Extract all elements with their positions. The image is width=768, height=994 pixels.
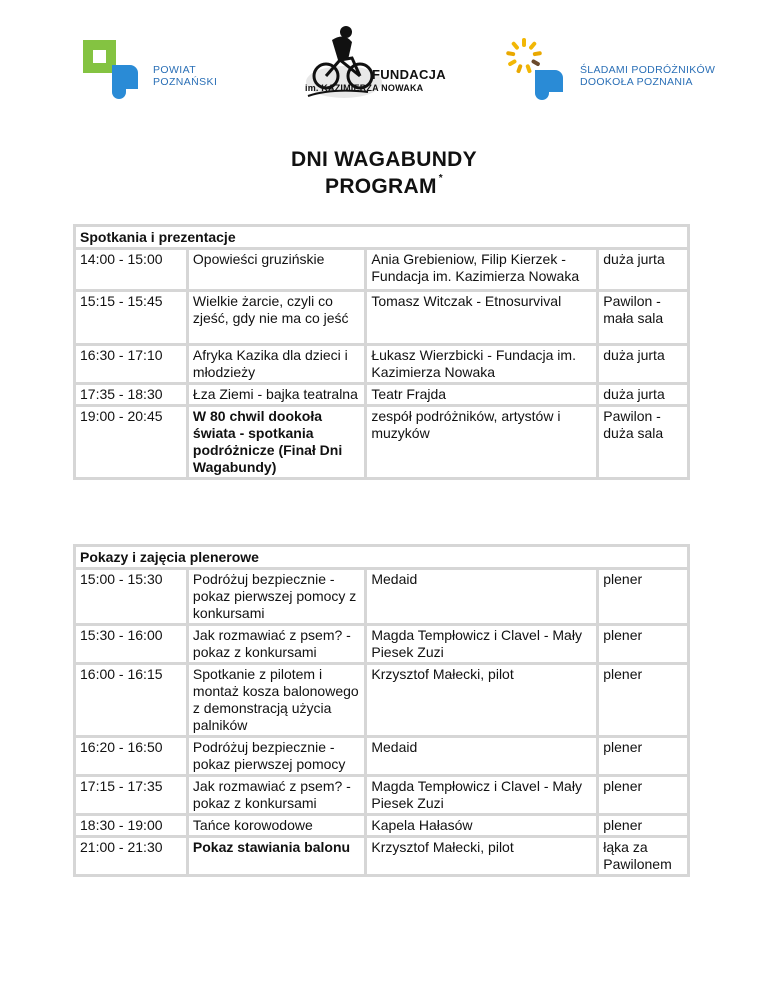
event-time: 16:00 - 16:15 xyxy=(76,665,186,735)
event-host: Magda Tempłowicz i Clavel - Mały Piesek Zuzi xyxy=(367,626,596,662)
powiat-logo-text xyxy=(153,64,217,88)
schedule-table-presentations xyxy=(73,224,690,480)
section-heading: Spotkania i prezentacje xyxy=(76,227,687,247)
schedule-row xyxy=(76,250,687,289)
page-subtitle xyxy=(0,175,768,199)
event-host: Teatr Frajda xyxy=(367,385,596,404)
schedule-row xyxy=(76,777,687,813)
event-host: Tomasz Witczak - Etnosurvival xyxy=(367,292,596,343)
event-place: duża jurta xyxy=(599,346,687,382)
event-time: 18:30 - 19:00 xyxy=(76,816,186,835)
event-title: Podróżuj bezpiecznie - pokaz pierwszej pomocy z konkursami xyxy=(189,570,364,623)
event-place: duża jurta xyxy=(599,385,687,404)
event-place: plener xyxy=(599,738,687,774)
powiat-logo-line1: POWIAT xyxy=(153,64,197,76)
event-place: plener xyxy=(599,665,687,735)
event-place: plener xyxy=(599,626,687,662)
event-title: Łza Ziemi - bajka teatralna xyxy=(189,385,364,404)
sladami-logo-line2: DOOKOŁA POZNANIA xyxy=(580,76,693,88)
schedule-row xyxy=(76,346,687,382)
event-host: Krzysztof Małecki, pilot xyxy=(367,665,596,735)
section-heading: Pokazy i zajęcia plenerowe xyxy=(76,547,687,567)
event-title: Podróżuj bezpiecznie - pokaz pierwszej pomocy xyxy=(189,738,364,774)
schedule-row xyxy=(76,570,687,623)
event-place: plener xyxy=(599,777,687,813)
logo-blue-shape-stem xyxy=(535,86,549,100)
sladami-logo-line1: ŚLADAMI PODRÓŻNIKÓW xyxy=(580,64,716,76)
section-heading-row xyxy=(76,227,687,247)
event-title: W 80 chwil dookoła świata - spotkania podróżnicze (Finał Dni Wagabundy) xyxy=(189,407,364,477)
event-time: 15:30 - 16:00 xyxy=(76,626,186,662)
schedule-row xyxy=(76,665,687,735)
event-title: Pokaz stawiania balonu xyxy=(189,838,364,874)
schedule-table-outdoor xyxy=(73,544,690,877)
fundacja-logo xyxy=(302,12,446,122)
event-place: Pawilon - mała sala xyxy=(599,292,687,343)
schedule-row xyxy=(76,385,687,404)
sladami-podroznikow-logo xyxy=(502,36,732,100)
event-place: plener xyxy=(599,816,687,835)
section-heading-row xyxy=(76,547,687,567)
schedule-row xyxy=(76,626,687,662)
event-host: zespół podróżników, artystów i muzyków xyxy=(367,407,596,477)
event-host: Łukasz Wierzbicki - Fundacja im. Kazimierza Nowaka xyxy=(367,346,596,382)
event-time: 16:20 - 16:50 xyxy=(76,738,186,774)
event-time: 19:00 - 20:45 xyxy=(76,407,186,477)
event-host: Krzysztof Małecki, pilot xyxy=(367,838,596,874)
event-title: Tańce korowodowe xyxy=(189,816,364,835)
schedule-row xyxy=(76,738,687,774)
event-time: 15:15 - 15:45 xyxy=(76,292,186,343)
subtitle-text: PROGRAM xyxy=(325,175,437,198)
schedule-row xyxy=(76,816,687,835)
sladami-logo-text xyxy=(580,64,715,88)
event-place: Pawilon - duża sala xyxy=(599,407,687,477)
logo-header xyxy=(0,0,768,140)
event-time: 17:35 - 18:30 xyxy=(76,385,186,404)
event-time: 21:00 - 21:30 xyxy=(76,838,186,874)
event-time: 15:00 - 15:30 xyxy=(76,570,186,623)
schedule-row xyxy=(76,292,687,343)
event-host: Kapela Hałasów xyxy=(367,816,596,835)
schedule-row xyxy=(76,838,687,874)
footnote-mark: * xyxy=(438,173,443,184)
fundacja-logo-line1: FUNDACJA xyxy=(372,67,446,82)
event-title: Wielkie żarcie, czyli co zjeść, gdy nie ma co jeść xyxy=(189,292,364,343)
event-time: 16:30 - 17:10 xyxy=(76,346,186,382)
event-place: plener xyxy=(599,570,687,623)
schedule-row xyxy=(76,407,687,477)
powiat-logo-line2: POZNAŃSKI xyxy=(153,76,218,88)
page-title: DNI WAGABUNDY xyxy=(291,148,477,171)
event-title: Jak rozmawiać z psem? - pokaz z konkursami xyxy=(189,777,364,813)
event-title: Opowieści gruzińskie xyxy=(189,250,364,289)
fundacja-logo-line2: im. KAZIMIERZA NOWAKA xyxy=(305,83,424,93)
event-title: Afryka Kazika dla dzieci i młodzieży xyxy=(189,346,364,382)
event-host: Medaid xyxy=(367,738,596,774)
event-title: Spotkanie z pilotem i montaż kosza balonowego z demonstracją użycia palników xyxy=(189,665,364,735)
event-host: Magda Tempłowicz i Clavel - Mały Piesek Zuzi xyxy=(367,777,596,813)
event-title: Jak rozmawiać z psem? - pokaz z konkursami xyxy=(189,626,364,662)
event-time: 14:00 - 15:00 xyxy=(76,250,186,289)
event-place: łąka za Pawilonem xyxy=(599,838,687,874)
powiat-poznanski-logo xyxy=(83,40,233,100)
logo-blue-shape-stem xyxy=(112,85,126,99)
event-host: Medaid xyxy=(367,570,596,623)
event-time: 17:15 - 17:35 xyxy=(76,777,186,813)
event-host: Ania Grebieniow, Filip Kierzek - Fundacja im. Kazimierza Nowaka xyxy=(367,250,596,289)
event-place: duża jurta xyxy=(599,250,687,289)
